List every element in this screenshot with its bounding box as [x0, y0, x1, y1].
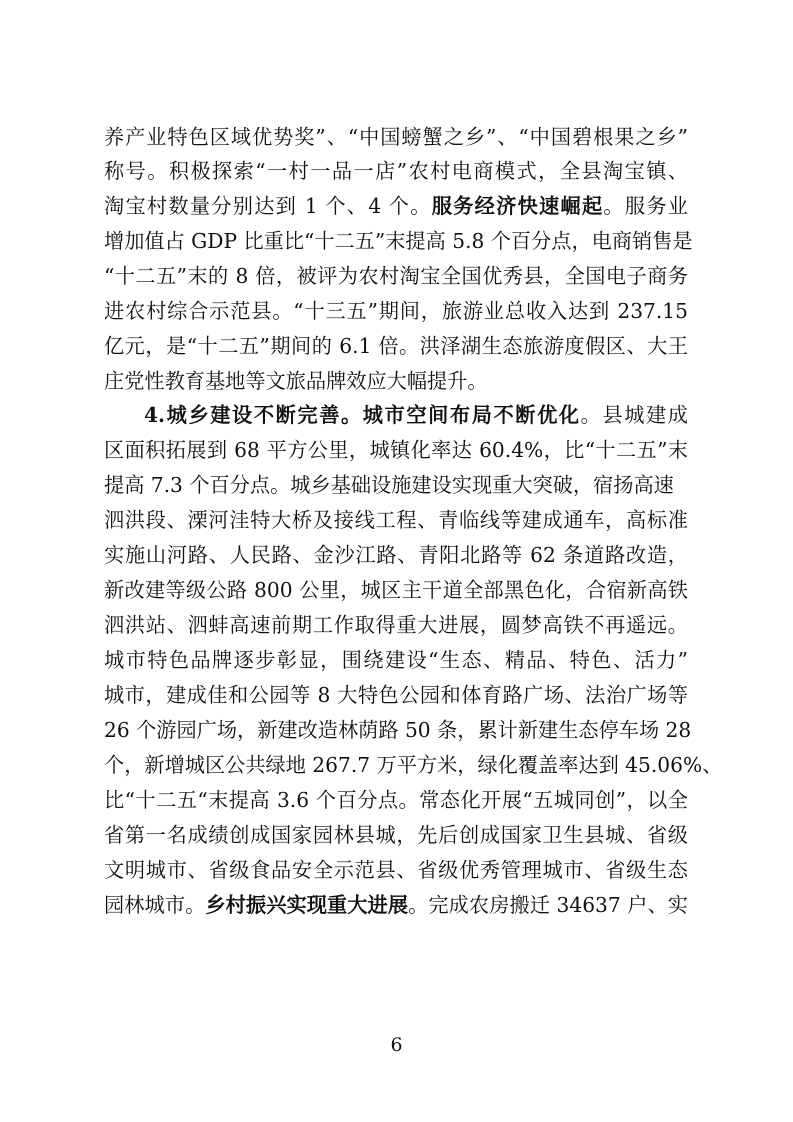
text-line [104, 121, 688, 153]
text-line [104, 434, 688, 466]
text-span: 增加值占 GDP 比重比“十二五”末提高 5.8 个百分点，电商销售是 [104, 229, 693, 253]
text-span: 区面积拓展到 68 平方公里，城镇化率达 60.4%，比“十二五”末 [104, 438, 688, 462]
text-line [144, 399, 688, 431]
bold-heading-text: 服务经济快速崛起 [431, 194, 604, 218]
text-span: 称号。积极探索“一村一品一店”农村电商模式，全县淘宝镇、 [104, 159, 688, 183]
text-line [104, 609, 688, 641]
text-line [104, 155, 688, 187]
text-span: 省第一名成绩创成国家园林县城，先后创成国家卫生县城、省级 [104, 823, 688, 847]
text-span: 养产业特色区域优势奖”、“中国螃蟹之乡”、“中国碧根果之乡” [104, 125, 688, 149]
text-span: 进农村综合示范县。“十三五”期间，旅游业总收入达到 237.15 [104, 299, 688, 323]
text-line [104, 330, 688, 362]
text-span: 26 个游园广场，新建改造林荫路 50 条，累计新建生态停车场 28 [104, 718, 692, 742]
text-span: 园林城市。 [104, 893, 206, 917]
text-span: 实施山河路、人民路、金沙江路、青阳北路等 62 条道路改造， [104, 543, 688, 567]
text-span: 。县城建成 [580, 403, 688, 427]
text-span: 比“十二五“末提高 3.6 个百分点。常态化开展“五城同创”，以全 [104, 788, 688, 812]
text-line [104, 749, 723, 781]
text-span: 淘宝村数量分别达到 1 个、4 个。 [104, 194, 432, 218]
page-number: 6 [390, 1034, 403, 1056]
text-span: 文明城市、省级食品安全示范县、省级优秀管理城市、省级生态 [104, 858, 688, 882]
text-line [104, 225, 693, 257]
text-span: 城市特色品牌逐步彰显，围绕建设“生态、精品、特色、活力” [104, 648, 688, 672]
bold-heading-text: 4.城乡建设不断完善。城市空间布局不断优化 [144, 403, 581, 427]
text-span: 庄党性教育基地等文旅品牌效应大幅提升。 [104, 369, 488, 393]
text-span: 城市，建成佳和公园等 8 大特色公园和体育路广场、法治广场等 [104, 683, 688, 707]
text-span: 。完成农房搬迁 34637 户、实 [408, 893, 688, 917]
text-line [104, 260, 688, 292]
text-line [104, 819, 688, 851]
text-span: 。服务业 [603, 194, 688, 218]
text-span: 提高 7.3 个百分点。城乡基础设施建设实现重大突破，宿扬高速 [104, 473, 674, 497]
text-span: 新改建等级公路 800 公里，城区主干道全部黑色化，合宿新高铁 [104, 578, 688, 602]
text-line [104, 539, 688, 571]
text-line [104, 190, 688, 222]
text-line [104, 679, 688, 711]
text-line [104, 784, 688, 816]
text-line [104, 574, 688, 606]
text-line [104, 644, 688, 676]
text-span: 泗洪段、溧河洼特大桥及接线工程、青临线等建成通车，高标准 [104, 508, 688, 532]
text-line [104, 295, 688, 327]
text-line [104, 854, 688, 886]
text-line [104, 714, 692, 746]
text-line [104, 365, 688, 397]
text-span: 亿元，是“十二五”期间的 6.1 倍。洪泽湖生态旅游度假区、大王 [104, 334, 688, 358]
text-span: 个，新增城区公共绿地 267.7 万平方米，绿化覆盖率达到 45.06%、 [104, 753, 723, 777]
bold-heading-text: 乡村振兴实现重大进展 [205, 893, 409, 917]
text-span: “十二五”末的 8 倍，被评为农村淘宝全国优秀县，全国电子商务 [104, 264, 688, 288]
text-span: 泗洪站、泗蚌高速前期工作取得重大进展，圆梦高铁不再遥远。 [104, 613, 688, 637]
text-line [104, 469, 688, 501]
text-line [104, 504, 688, 536]
text-line [104, 889, 688, 921]
